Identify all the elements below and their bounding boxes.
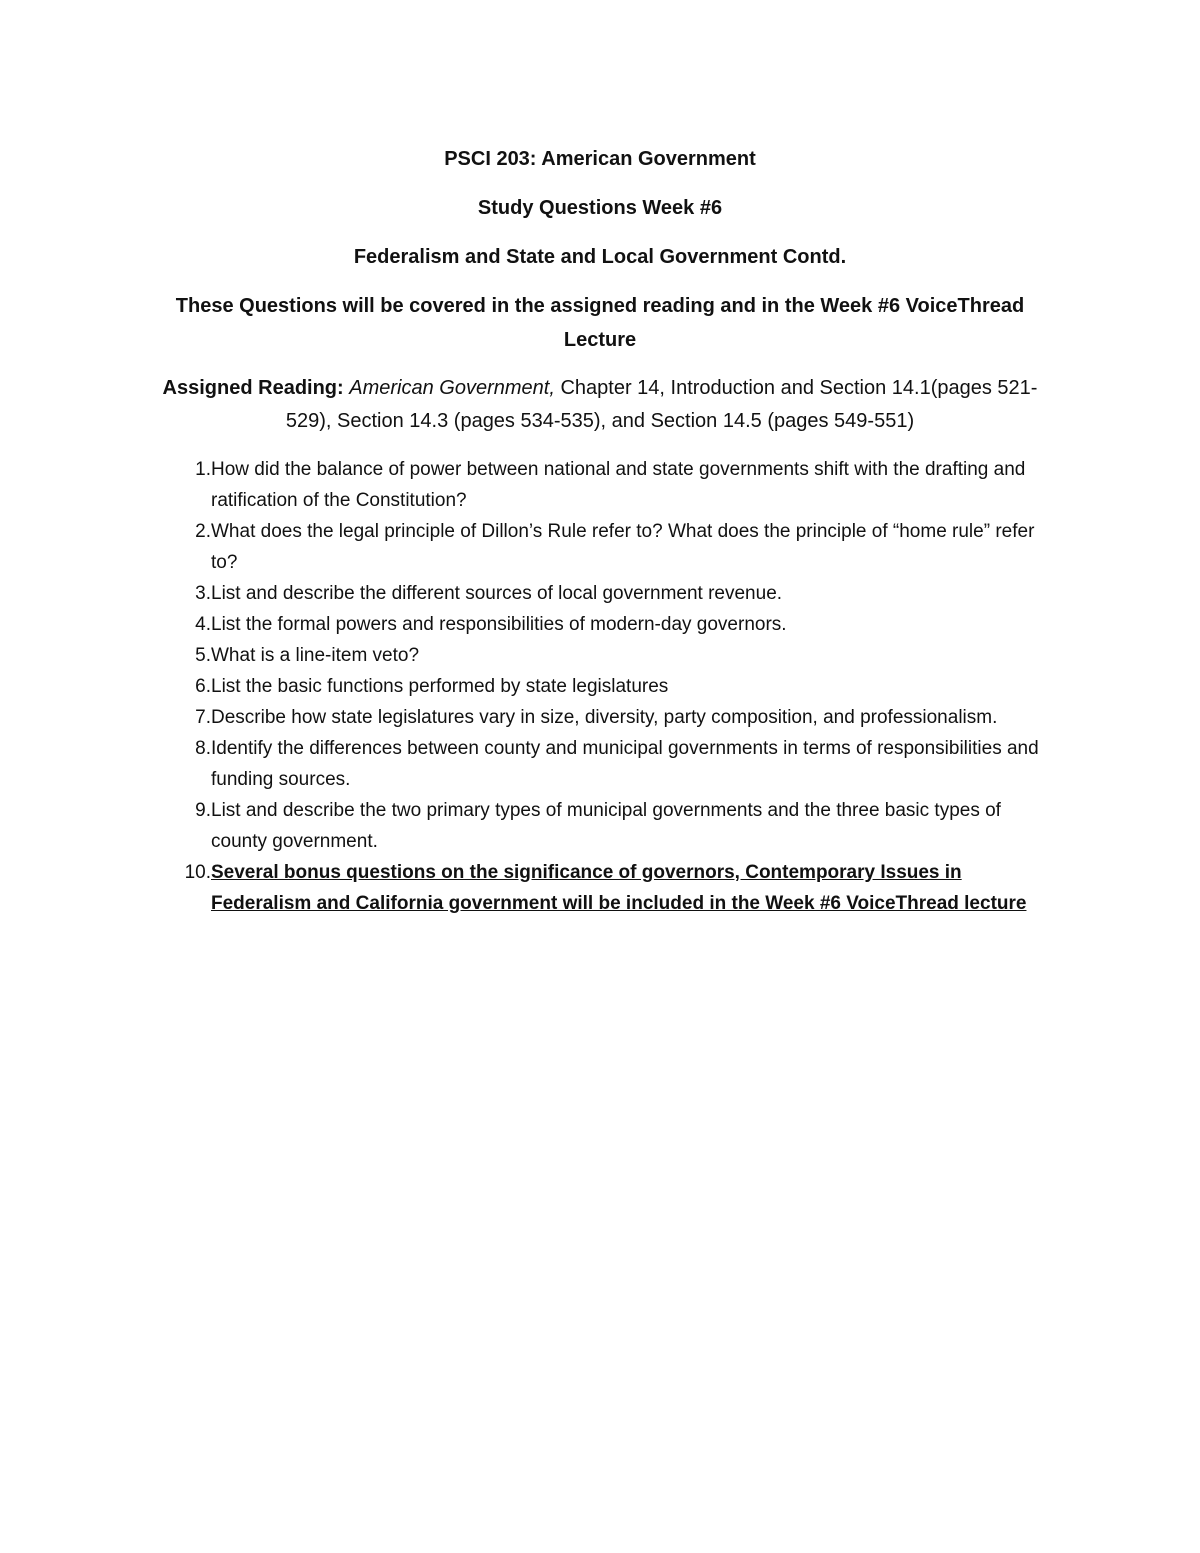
question-number: 1. <box>195 459 211 480</box>
document-topic: Federalism and State and Local Government Contd. <box>353 246 847 268</box>
question-number: 10. <box>184 862 211 883</box>
question-number: 7. <box>195 707 211 728</box>
question-item <box>160 733 1060 795</box>
question-text: What is a line-item veto? <box>211 645 420 666</box>
question-number: 9. <box>195 800 211 821</box>
question-number: 6. <box>195 676 211 697</box>
assigned-reading-details: Chapter 14, Introduction and Section 14.1(pages 521-529), Section 14.3 (pages 534-535), and Section 14.5 (pages 549-551) <box>285 377 1038 432</box>
question-number: 3. <box>195 583 211 604</box>
bonus-question-item <box>160 857 1060 919</box>
question-item <box>160 702 1060 733</box>
assigned-reading <box>150 372 1050 438</box>
question-text: How did the balance of power between national and state governments shift with the drafting and ratification of the Constitution? <box>211 459 1026 511</box>
question-number: 8. <box>195 738 211 759</box>
coverage-note: These Questions will be covered in the assigned reading and in the Week #6 VoiceThread Lecture <box>175 295 1025 351</box>
assigned-reading-book: American Government, <box>349 377 555 399</box>
question-text: List and describe the two primary types of municipal governments and the three basic types of county government. <box>211 800 1001 852</box>
question-item <box>160 454 1060 516</box>
document-subtitle: Study Questions Week #6 <box>477 197 723 219</box>
question-text: List the basic functions performed by state legislatures <box>211 676 669 697</box>
question-item <box>160 516 1060 578</box>
document-title: PSCI 203: American Government <box>444 148 756 170</box>
question-text: List the formal powers and responsibilities of modern-day governors. <box>211 614 787 635</box>
question-item <box>160 795 1060 857</box>
question-text: Identify the differences between county and municipal governments in terms of responsibilities and funding sources. <box>211 738 1039 790</box>
question-item <box>160 640 1060 671</box>
question-number: 2. <box>195 521 211 542</box>
question-number: 5. <box>195 645 211 666</box>
question-text: Describe how state legislatures vary in size, diversity, party composition, and professionalism. <box>211 707 998 728</box>
question-text: List and describe the different sources of local government revenue. <box>211 583 783 604</box>
bonus-question-text: Several bonus questions on the significance of governors, Contemporary Issues in Federalism and California government will be included in the Week #6 VoiceThread lecture <box>211 862 1027 914</box>
assigned-reading-label: Assigned Reading: <box>162 377 344 399</box>
question-item <box>160 578 1060 609</box>
question-number: 4. <box>195 614 211 635</box>
question-text: What does the legal principle of Dillon’s Rule refer to? What does the principle of “home rule” refer to? <box>211 521 1035 573</box>
question-item <box>160 609 1060 640</box>
question-list <box>160 454 1060 919</box>
question-item <box>160 671 1060 702</box>
